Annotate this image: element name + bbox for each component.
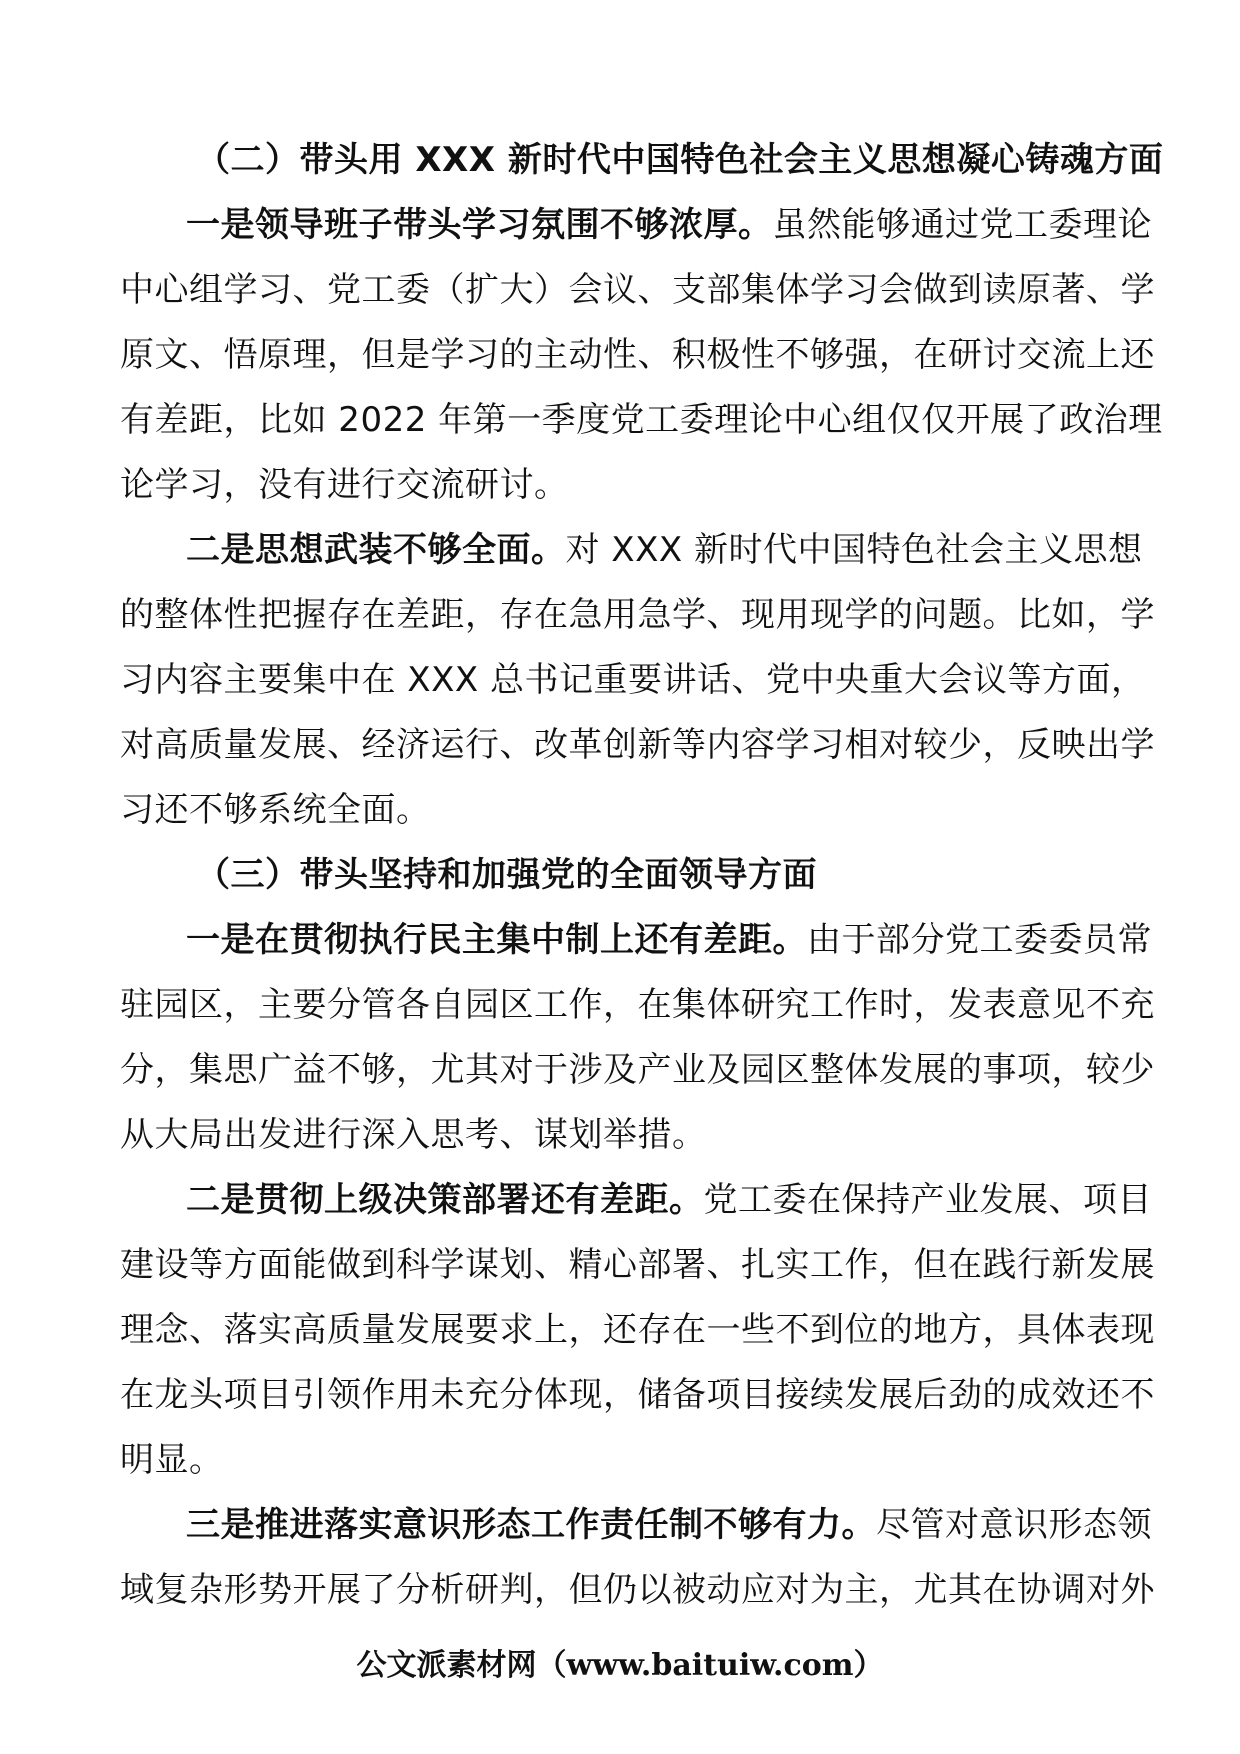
paragraph-line (120, 1493, 1152, 1558)
paragraph-line (120, 518, 1143, 583)
paragraph-text: 尽管对意识形态领 (876, 1505, 1152, 1545)
paragraph-text: 党工委在保持产业发展、项目 (703, 1180, 1152, 1220)
paragraph-line: 习还不够系统全面。 (120, 790, 431, 830)
footer-watermark: 公文派素材网（www.baituiw.com） (356, 1648, 884, 1683)
paragraph-1 (120, 193, 1163, 518)
paragraph-line: 有差距，比如 2022 年第一季度党工委理论中心组仅仅开展了政治理 (120, 400, 1163, 440)
paragraph-text: 虽然能够通过党工委理论 (772, 205, 1152, 245)
paragraph-line: 对高质量发展、经济运行、改革创新等内容学习相对较少，反映出学 (120, 725, 1155, 765)
paragraph-line: 域复杂形势开展了分析研判，但仍以被动应对为主，尤其在协调对外 (120, 1570, 1155, 1610)
paragraph-line: 中心组学习、党工委（扩大）会议、支部集体学习会做到读原著、学 (120, 270, 1155, 310)
paragraph-lead: 二是贯彻上级决策部署还有差距。 (186, 1180, 704, 1220)
section-heading-3: （三）带头坚持和加强党的全面领导方面 (196, 855, 817, 895)
paragraph-text: 对 XXX 新时代中国特色社会主义思想 (565, 530, 1143, 570)
paragraph-lead: 一是在贯彻执行民主集中制上还有差距。 (186, 920, 807, 960)
paragraph-line: 在龙头项目引领作用未充分体现，储备项目接续发展后劲的成效还不 (120, 1375, 1155, 1415)
paragraph-line: 分，集思广益不够，尤其对于涉及产业及园区整体发展的事项，较少 (120, 1050, 1155, 1090)
paragraph-line (120, 193, 1152, 258)
paragraph-line: 习内容主要集中在 XXX 总书记重要讲话、党中央重大会议等方面， (120, 660, 1146, 700)
paragraph-2 (120, 518, 1155, 843)
section-heading-2: （二）带头用 XXX 新时代中国特色社会主义思想凝心铸魂方面 (196, 140, 1164, 180)
paragraph-line: 理念、落实高质量发展要求上，还存在一些不到位的地方，具体表现 (120, 1310, 1155, 1350)
paragraph-line: 论学习，没有进行交流研讨。 (120, 465, 569, 505)
paragraph-text: 由于部分党工委委员常 (807, 920, 1152, 960)
paragraph-line: 明显。 (120, 1440, 224, 1480)
paragraph-4 (120, 1168, 1155, 1493)
paragraph-line (120, 908, 1152, 973)
paragraph-lead: 一是领导班子带头学习氛围不够浓厚。 (186, 205, 773, 245)
paragraph-3 (120, 908, 1155, 1168)
paragraph-lead: 二是思想武装不够全面。 (186, 530, 566, 570)
paragraph-lead: 三是推进落实意识形态工作责任制不够有力。 (186, 1505, 876, 1545)
paragraph-5 (120, 1493, 1155, 1623)
paragraph-line (120, 1168, 1152, 1233)
paragraph-line: 从大局出发进行深入思考、谋划举措。 (120, 1115, 707, 1155)
document-body (120, 128, 1164, 1623)
paragraph-line: 的整体性把握存在差距，存在急用急学、现用现学的问题。比如，学 (120, 595, 1155, 635)
paragraph-line: 驻园区，主要分管各自园区工作，在集体研究工作时，发表意见不充 (120, 985, 1155, 1025)
paragraph-line: 原文、悟原理，但是学习的主动性、积极性不够强，在研讨交流上还 (120, 335, 1155, 375)
paragraph-line: 建设等方面能做到科学谋划、精心部署、扎实工作，但在践行新发展 (120, 1245, 1155, 1285)
